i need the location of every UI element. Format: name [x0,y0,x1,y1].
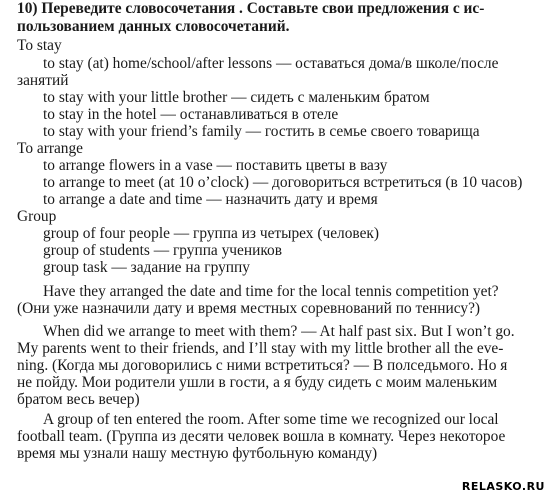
dialogue-line: When did we arrange to meet with them? — At half past six. But I won’t go. [43,323,515,340]
dialogue-line: братом весь вечер) [17,391,140,408]
example-sentence: Have they arranged the date and time for the local tennis competition yet? [43,283,499,300]
section-title-to-arrange: To arrange [17,140,84,157]
site-watermark: RELASKO.RU [461,480,545,494]
phrase-item: to stay with your friend’s family — гостить в семье своего товарища [43,123,480,140]
phrase-item: to arrange flowers in a vase — поставить цветы в вазу [43,157,388,174]
phrase-item: group of four people — группа из четырех (человек) [43,225,380,242]
phrase-item: to stay in the hotel — останавливаться в отеле [43,106,339,123]
exercise-heading-line-1: 10) Переведите словосочетания . Составьте свои предложения с ис- [17,0,485,17]
story-line: football team. (Группа из десяти человек вошла в комнату. Через некоторое [17,428,506,445]
story-line: время мы узнали нашу местную футбольную команду) [17,445,378,462]
dialogue-line: ning. (Когда мы договорились с ними встретиться? — В полседьмого. Но я [17,357,508,374]
section-title-to-stay: To stay [17,37,62,54]
phrase-item-continuation: занятий [17,72,69,89]
phrase-item: to stay (at) home/school/after lessons — оставаться дома/в школе/после [43,55,499,72]
story-line: A group of ten entered the room. After some time we recognized our local [43,411,499,428]
dialogue-line: My parents went to their friends, and I’ll stay with my little brother all the eve- [17,340,504,357]
section-title-group: Group [17,208,57,225]
phrase-item: to arrange to meet (at 10 o’clock) — договориться встретиться (в 10 часов) [43,174,523,191]
phrase-item: to arrange a date and time — назначить дату и время [43,191,378,208]
phrase-item: group of students — группа учеников [43,242,283,259]
exercise-heading-line-2: пользованием данных словосочетаний. [17,18,290,35]
phrase-item: to stay with your little brother — сидеть с маленьким братом [43,89,430,106]
dialogue-line: не пойду. Мои родители ушли в гости, а я буду сидеть с моим маленьким [17,374,498,391]
example-translation: (Они уже назначили дату и время местных соревнований по теннису?) [17,300,481,317]
phrase-item: group task — задание на группу [43,259,250,276]
